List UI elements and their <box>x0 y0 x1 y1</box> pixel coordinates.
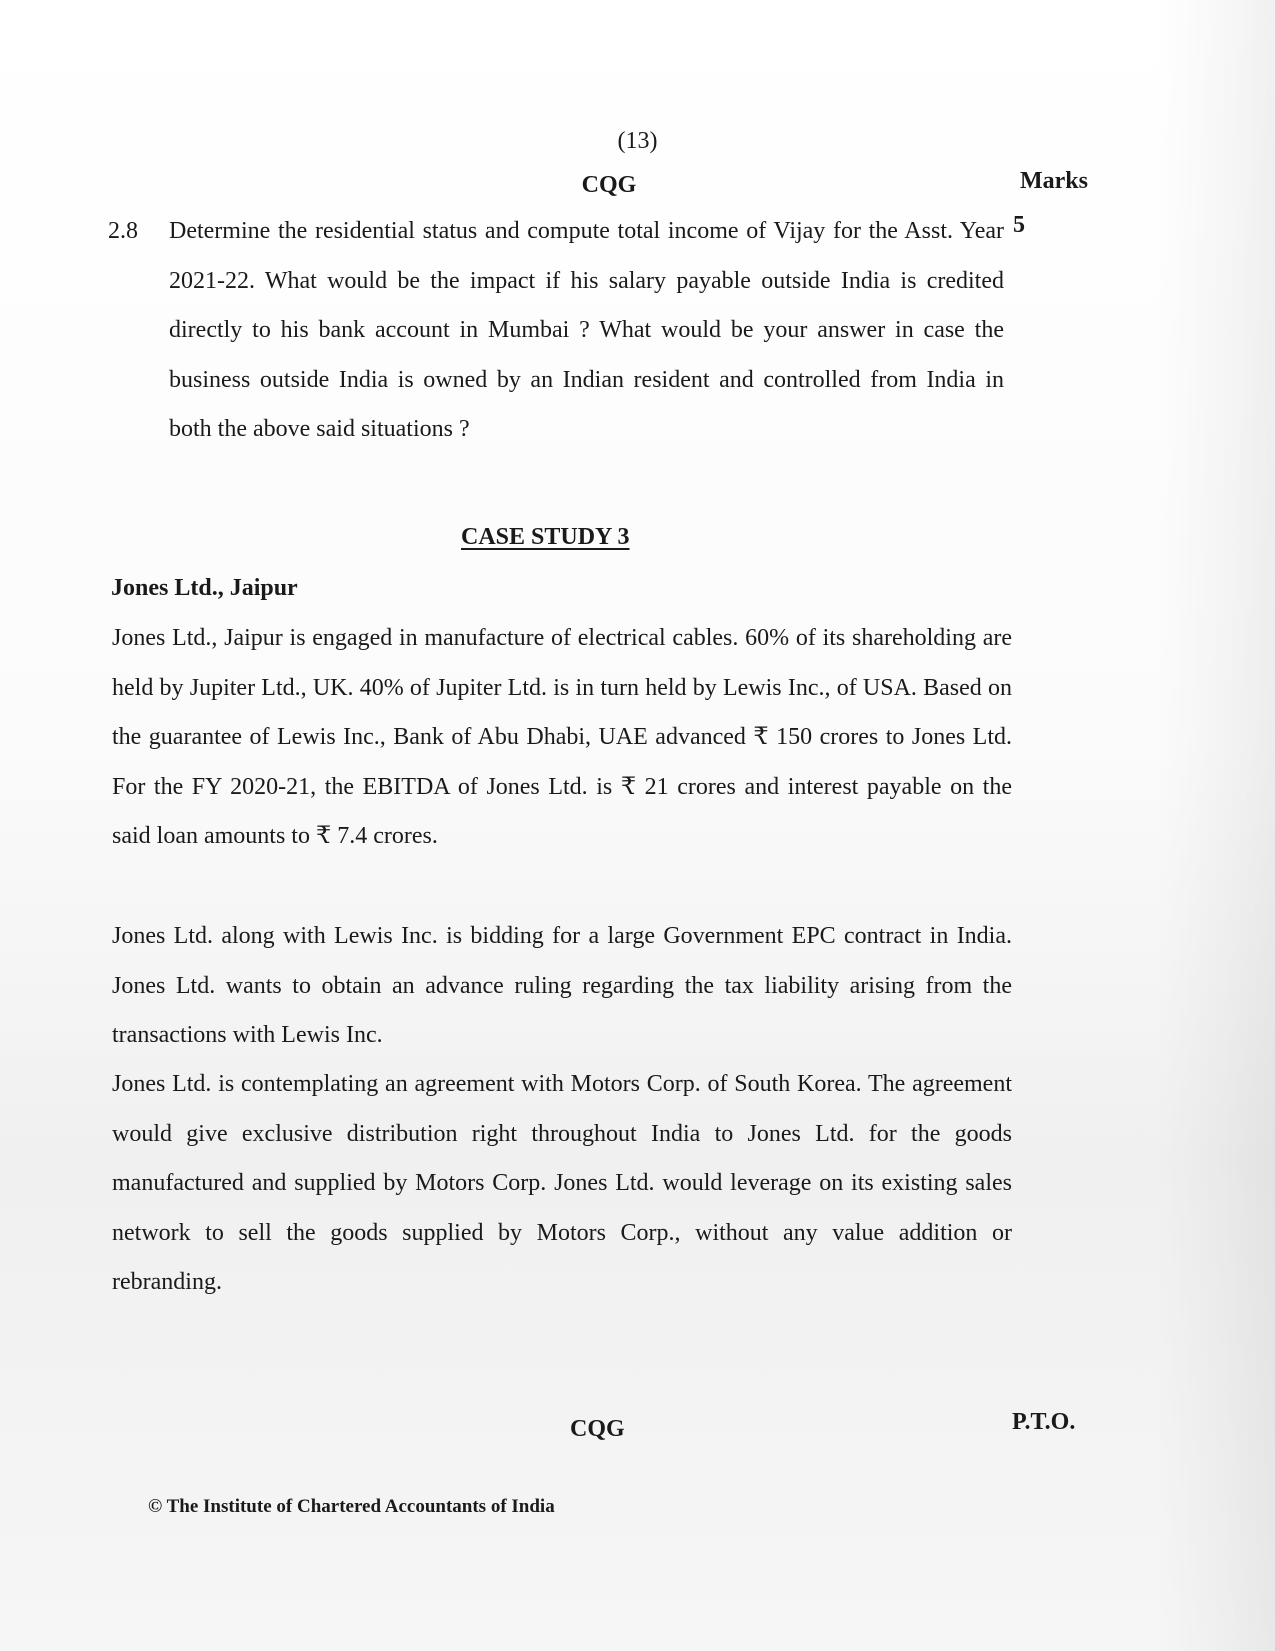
case-paragraph: Jones Ltd. is contemplating an agreement with Motors Corp. of South Korea. The agreement would give exclusive distribution right throughout India to Jones Ltd. for the goods manufactured and supplied by Motors Corp. Jones Ltd. would leverage on its existing sales network to sell the goods supplied by Motors Corp., without any value addition or rebranding. <box>112 1071 1012 1295</box>
case-paragraph: Jones Ltd., Jaipur is engaged in manufacture of electrical cables. 60% of its shareholding are held by Jupiter Ltd., UK. 40% of Jupiter Ltd. is in turn held by Lewis Inc., of USA. Based on the guarantee of Lewis Inc., Bank of Abu Dhabi, UAE advanced ₹ 150 crores to Jones Ltd. For the FY 2020-21, the EBITDA of Jones Ltd. is ₹ 21 crores and interest payable on the said loan amounts to ₹ 7.4 crores. <box>112 625 1012 849</box>
copyright-notice: © The Institute of Chartered Accountants of India <box>148 1496 555 1517</box>
paper-code-footer: CQG <box>570 1416 625 1442</box>
case-paragraph: Jones Ltd. along with Lewis Inc. is bidding for a large Government EPC contract in India. Jones Ltd. wants to obtain an advance ruling regarding the tax liability arising from the transactions with Lewis Inc. <box>112 923 1012 1048</box>
marks-column-label: Marks <box>1020 168 1088 194</box>
page-number: (13) <box>617 128 658 154</box>
case-study-subtitle: Jones Ltd., Jaipur <box>111 575 298 601</box>
question-number: 2.8 <box>108 218 138 244</box>
page-edge-shadow <box>1155 0 1275 1651</box>
question-text: Determine the residential status and compute total income of Vijay for the Asst. Year 2021-22. What would be the impact if his salary payable outside India is credited directly to his bank account in Mumbai ? What would be your answer in case the business outside India is owned by an Indian resident and controlled from India in both the above said situations ? <box>169 218 1004 442</box>
paper-code-header: CQG <box>581 172 637 198</box>
please-turn-over: P.T.O. <box>1012 1409 1076 1435</box>
case-study-title: CASE STUDY 3 <box>461 524 630 550</box>
question-marks: 5 <box>1013 212 1025 238</box>
